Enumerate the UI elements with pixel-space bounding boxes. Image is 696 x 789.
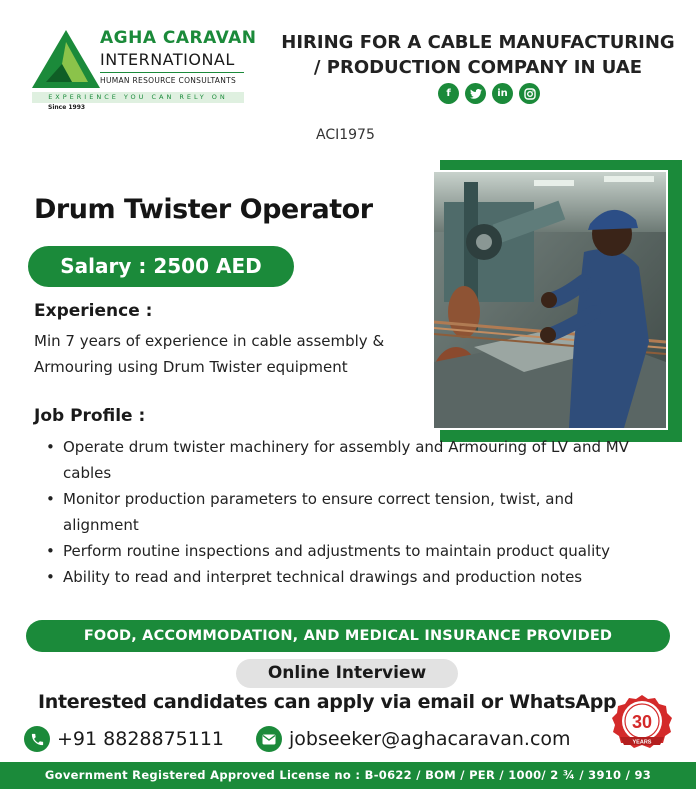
twitter-icon[interactable] <box>465 83 486 104</box>
phone-number[interactable]: +91 8828875111 <box>57 728 225 750</box>
job-profile-heading: Job Profile : <box>34 406 146 426</box>
email-address[interactable]: jobseeker@aghacaravan.com <box>289 728 571 750</box>
email-contact[interactable] <box>256 726 571 752</box>
logo-name-line1: AGHA CARAVAN <box>100 28 257 48</box>
logo-mountain-icon <box>32 30 100 92</box>
phone-contact[interactable] <box>24 726 224 752</box>
worker-photo <box>432 170 668 430</box>
factory-worker-image <box>434 172 666 428</box>
social-links <box>438 83 540 104</box>
hiring-line-2: / PRODUCTION COMPANY IN UAE <box>313 57 643 78</box>
hiring-line-1: HIRING FOR A CABLE MANUFACTURING <box>281 32 675 53</box>
list-item: • Monitor production parameters to ensure correct tension, twist, and alignment <box>44 486 644 538</box>
logo-tagline: EXPERIENCE YOU CAN RELY ON <box>32 92 244 103</box>
salary-badge: Salary : 2500 AED <box>28 246 294 287</box>
logo-name-line2: INTERNATIONAL <box>100 50 235 69</box>
linkedin-icon[interactable]: in <box>492 83 513 104</box>
logo-since: Since 1993 <box>48 104 86 111</box>
list-item: • Operate drum twister machinery for assembly and Armouring of LV and MV cables <box>44 434 644 486</box>
online-interview-pill: Online Interview <box>236 659 458 688</box>
hiring-headline <box>268 30 688 80</box>
whatsapp-phone-icon <box>24 726 50 752</box>
logo-subtitle: HUMAN RESOURCE CONSULTANTS <box>100 76 237 85</box>
30-years-badge-icon <box>608 693 676 751</box>
experience-heading: Experience : <box>34 301 153 321</box>
instagram-icon[interactable] <box>519 83 540 104</box>
apply-instructions: Interested candidates can apply via email or WhatsApp <box>38 691 617 713</box>
job-profile-list <box>44 434 644 590</box>
list-item: • Ability to read and interpret technical drawings and production notes <box>44 564 644 590</box>
license-footer: Government Registered Approved License no : B-0622 / BOM / PER / 1000/ 2 ¾ / 3910 / 93 <box>0 762 696 789</box>
experience-text: Min 7 years of experience in cable assembly & Armouring using Drum Twister equipment <box>34 332 385 376</box>
facebook-icon[interactable]: f <box>438 83 459 104</box>
badge-number: 30 <box>631 712 653 732</box>
job-reference-code: ACI1975 <box>316 127 375 143</box>
badge-label: YEARS <box>632 739 652 746</box>
logo-divider <box>100 72 244 73</box>
list-item: • Perform routine inspections and adjustments to maintain product quality <box>44 538 644 564</box>
benefits-banner: FOOD, ACCOMMODATION, AND MEDICAL INSURANCE PROVIDED <box>26 620 670 652</box>
company-logo <box>28 26 257 111</box>
email-icon <box>256 726 282 752</box>
job-title: Drum Twister Operator <box>34 194 373 225</box>
